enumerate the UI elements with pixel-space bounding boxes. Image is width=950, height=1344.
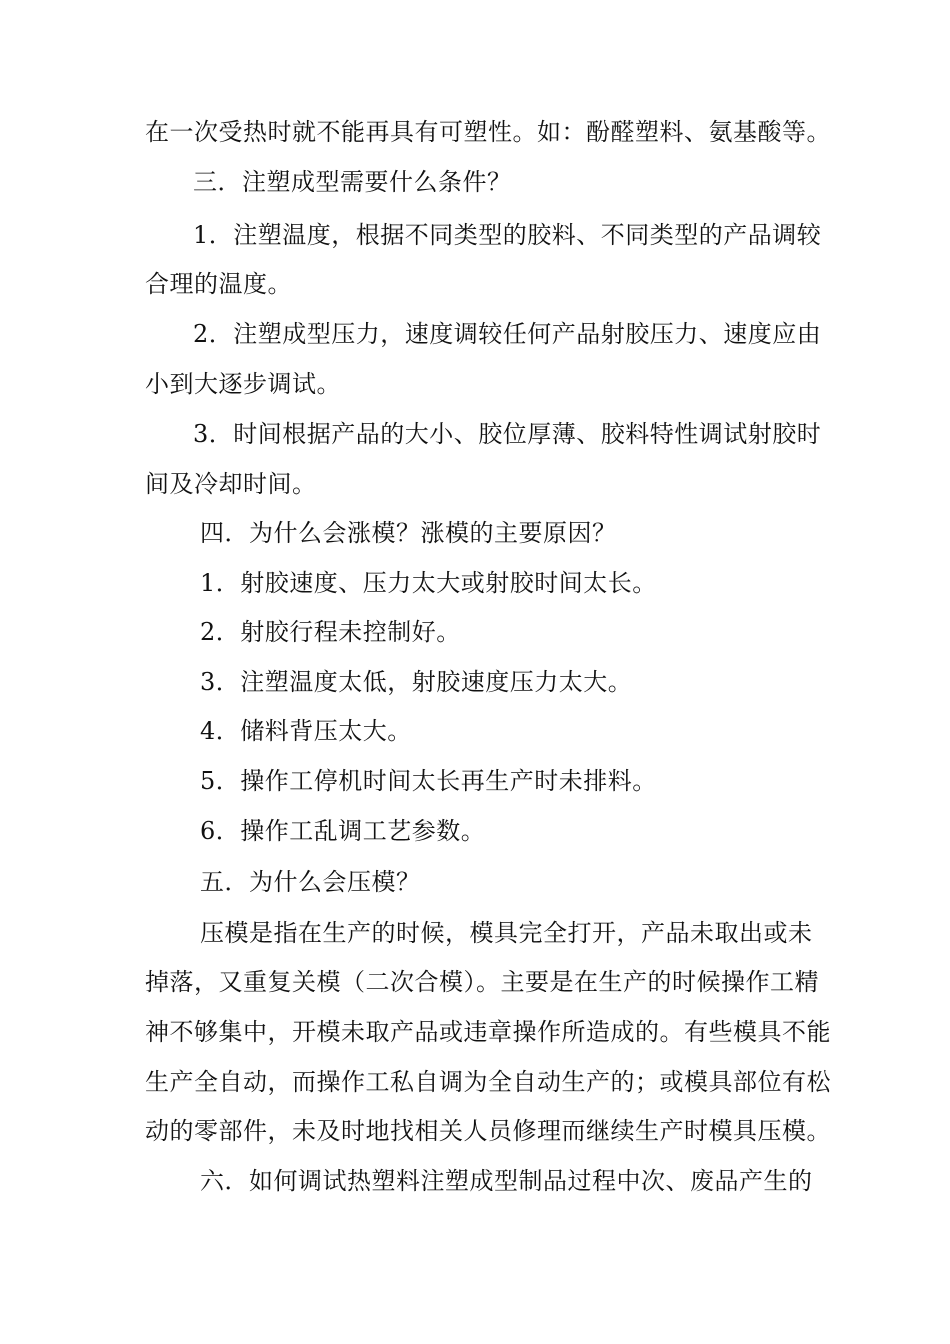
reason-item: 6．操作工乱调工艺参数。 <box>200 817 486 845</box>
condition-1-line: 合理的温度。 <box>145 270 292 298</box>
section-heading-6: 六．如何调试热塑料注塑成型制品过程中次、废品产生的 <box>200 1167 813 1195</box>
section-heading-3: 三．注塑成型需要什么条件？ <box>193 168 512 196</box>
reason-item: 3．注塑温度太低，射胶速度压力太大。 <box>200 668 633 696</box>
reason-item: 1．射胶速度、压力太大或射胶时间太长。 <box>200 569 657 597</box>
paragraph-line: 动的零部件，未及时地找相关人员修理而继续生产时模具压模。 <box>145 1117 831 1145</box>
paragraph-line: 掉落，又重复关模（二次合模）。主要是在生产的时候操作工精 <box>145 968 819 996</box>
paragraph-line: 生产全自动，而操作工私自调为全自动生产的；或模具部位有松 <box>145 1068 831 1096</box>
paragraph-line: 在一次受热时就不能再具有可塑性。如：酚醛塑料、氨基酸等。 <box>145 118 831 146</box>
condition-3-line: 3．时间根据产品的大小、胶位厚薄、胶料特性调试射胶时 <box>193 420 822 448</box>
reason-item: 5．操作工停机时间太长再生产时未排料。 <box>200 767 657 795</box>
section-heading-4: 四．为什么会涨模？涨模的主要原因？ <box>200 519 617 547</box>
paragraph-line: 神不够集中，开模未取产品或违章操作所造成的。有些模具不能 <box>145 1018 831 1046</box>
condition-3-line: 间及冷却时间。 <box>145 470 317 498</box>
paragraph-line: 压模是指在生产的时候，模具完全打开，产品未取出或未 <box>200 919 813 947</box>
reason-item: 4．储料背压太大。 <box>200 717 412 745</box>
condition-2-line: 小到大逐步调试。 <box>145 370 341 398</box>
section-heading-5: 五．为什么会压模？ <box>200 868 421 896</box>
condition-1-line: 1．注塑温度，根据不同类型的胶料、不同类型的产品调较 <box>193 221 822 249</box>
condition-2-line: 2．注塑成型压力，速度调较任何产品射胶压力、速度应由 <box>193 320 822 348</box>
reason-item: 2．射胶行程未控制好。 <box>200 618 461 646</box>
